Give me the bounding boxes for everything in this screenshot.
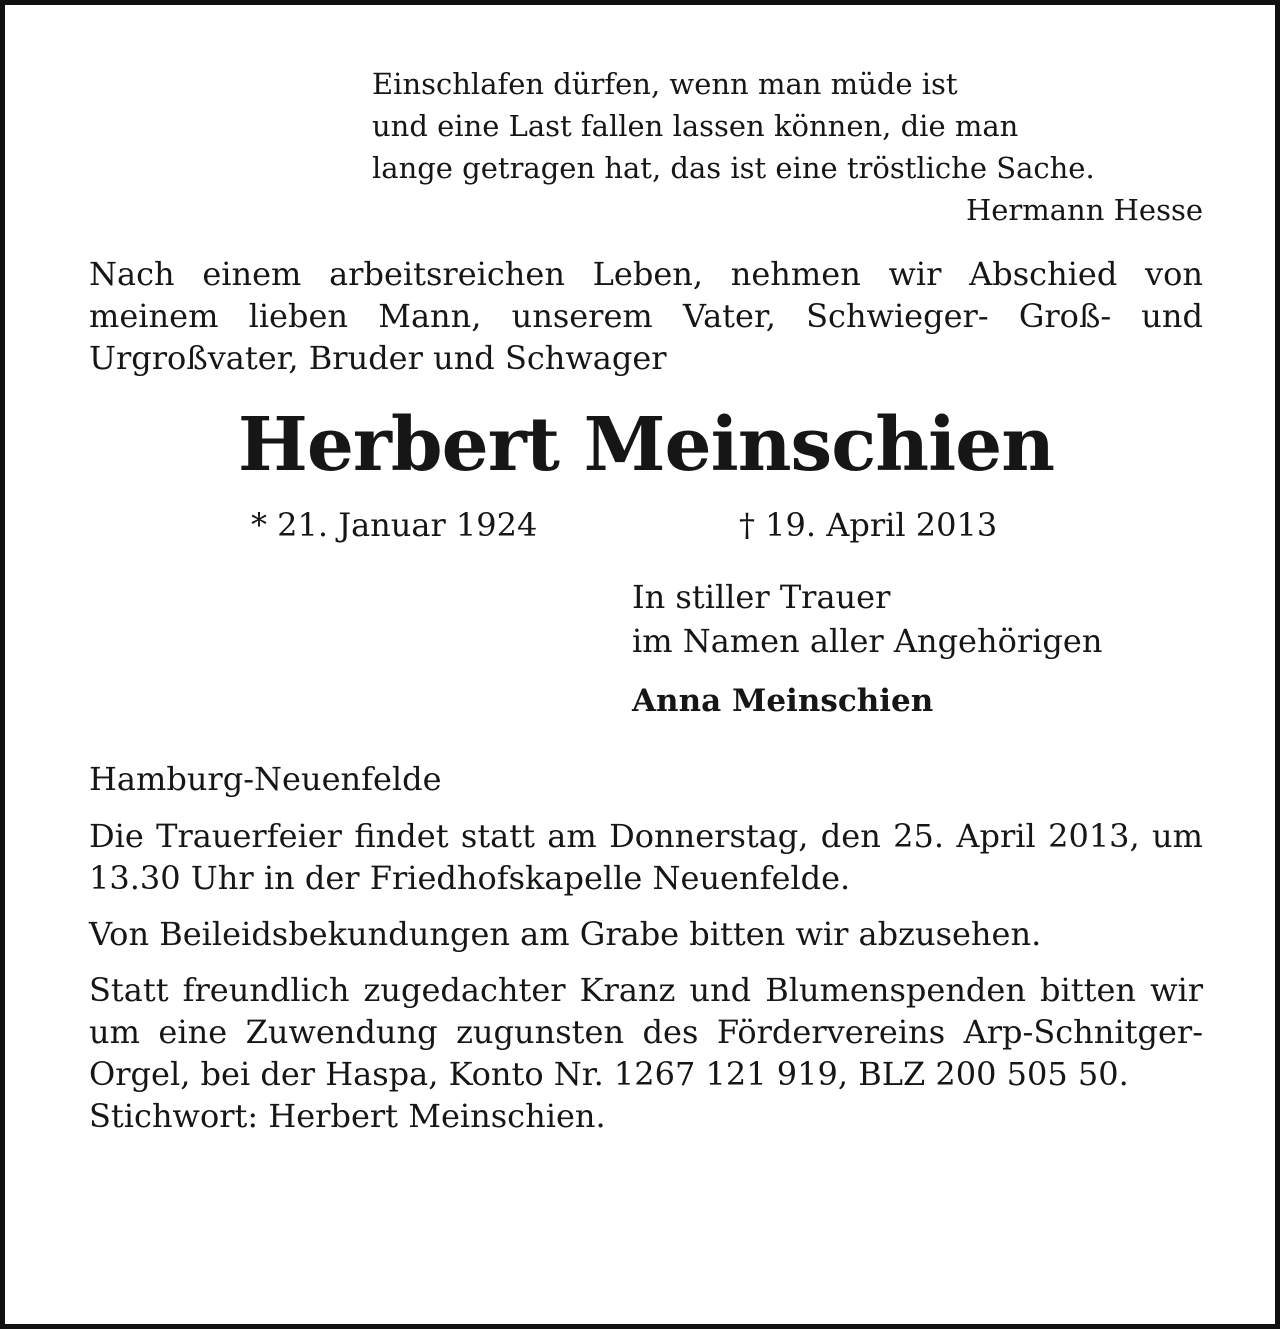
donation-text: Statt freundlich zugedachter Kranz und Blumenspenden bitten wir um eine Zuwendung zugunsten des Fördervereins Arp-Schnitger-Orgel, bei der Haspa, Konto Nr. 1267 121 919, BLZ 200 505 50. xyxy=(89,971,1203,1093)
mourning-statement xyxy=(632,575,1203,663)
donation-request xyxy=(89,969,1203,1137)
quote-author: Hermann Hesse xyxy=(965,193,1203,227)
quote-line-1: Einschlafen dürfen, wenn man müde ist xyxy=(372,67,958,101)
quote-line-2: und eine Last fallen lassen können, die man xyxy=(372,109,1019,143)
funeral-service-info: Die Trauerfeier findet statt am Donnerstag, den 25. April 2013, um 13.30 Uhr in der Friedhofskapelle Neuenfelde. xyxy=(89,817,1203,897)
life-dates xyxy=(89,503,1203,547)
place-name: Hamburg-Neuenfelde xyxy=(89,760,442,798)
death-date: † 19. April 2013 xyxy=(739,506,998,544)
signer-name: Anna Meinschien xyxy=(632,683,934,719)
quote-line-3: lange getragen hat, das ist eine tröstliche Sache. xyxy=(372,151,1095,185)
condolence-request: Von Beileidsbekundungen am Grabe bitten wir abzusehen. xyxy=(89,915,1042,953)
donation-keyword: Stichwort: Herbert Meinschien. xyxy=(89,1097,606,1135)
obituary-content xyxy=(89,63,1203,1137)
mourning-line-1: In stiller Trauer xyxy=(632,578,891,616)
birth-date: * 21. Januar 1924 xyxy=(251,506,538,544)
deceased-name: Herbert Meinschien xyxy=(237,402,1055,488)
farewell-intro: Nach einem arbeitsreichen Leben, nehmen wir Abschied von meinem lieben Mann, unserem Vater, Schwieger- Groß- und Urgroßvater, Bruder und Schwager xyxy=(89,255,1203,377)
epigraph-quote xyxy=(372,63,1203,231)
mourning-line-2: im Namen aller Angehörigen xyxy=(632,622,1103,660)
